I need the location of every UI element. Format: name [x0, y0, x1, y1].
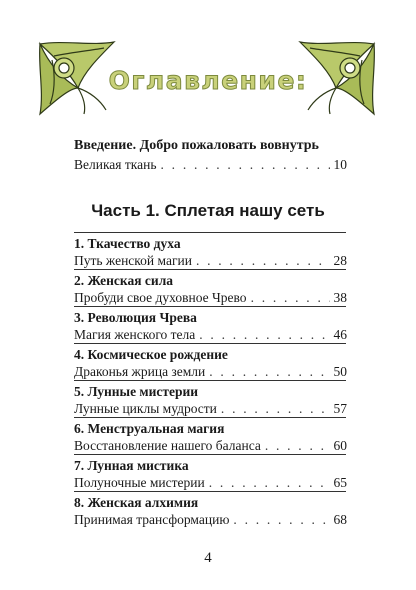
toc-entry-label: Магия женского тела — [74, 327, 196, 342]
chapter-heading: 5. Лунные мистерии — [74, 384, 199, 399]
chapter-divider — [74, 380, 346, 381]
chapter-heading: 6. Менструальная магия — [74, 421, 225, 436]
part-heading: Часть 1. Сплетая нашу сеть — [91, 201, 325, 220]
toc-entry-page: 28 — [333, 253, 347, 268]
toc-entry-label: Восстановление нашего баланса — [74, 438, 261, 453]
toc-entry-page: 50 — [333, 364, 347, 379]
toc-entry-label: Принимая трансформацию — [74, 512, 230, 527]
toc-entry-label: Драконья жрица земли — [74, 364, 206, 379]
chapter-heading: 7. Лунная мистика — [74, 458, 189, 473]
toc-entry[interactable] — [74, 290, 347, 306]
toc-entry-page: 10 — [333, 157, 347, 172]
toc-entry-page: 57 — [333, 401, 347, 416]
dot-leader — [221, 401, 330, 417]
toc-entry[interactable] — [74, 364, 347, 380]
chapter-divider — [74, 491, 346, 492]
dot-leader — [161, 157, 330, 173]
toc-entry[interactable] — [74, 475, 347, 491]
toc-entry[interactable] — [74, 512, 347, 528]
toc-entry[interactable] — [74, 401, 347, 417]
toc-entry[interactable] — [74, 438, 347, 454]
chapter-divider — [74, 269, 346, 270]
toc-entry-page: 38 — [333, 290, 347, 305]
chapter-heading: 2. Женская сила — [74, 273, 174, 288]
toc-entry-page: 68 — [333, 512, 347, 527]
toc-entry[interactable] — [74, 253, 347, 269]
toc-entry-label: Путь женской магии — [74, 253, 192, 268]
dot-leader — [265, 438, 330, 454]
toc-entry-label: Полуночные мистерии — [74, 475, 205, 490]
dot-leader — [251, 290, 330, 306]
chapter-divider — [74, 232, 346, 233]
dot-leader — [196, 253, 330, 269]
dot-leader — [233, 512, 329, 528]
toc-entry[interactable] — [74, 327, 347, 343]
chapter-heading: 1. Ткачество духа — [74, 236, 181, 251]
page-title: Оглавление: — [108, 66, 308, 95]
toc-entry-intro[interactable] — [74, 157, 347, 173]
chapter-divider — [74, 454, 346, 455]
chapter-divider — [74, 306, 346, 307]
intro-heading: Введение. Добро пожаловать вовнутрь — [74, 138, 319, 153]
dot-leader — [199, 327, 329, 343]
chapter-heading: 4. Космическое рождение — [74, 347, 228, 362]
chapter-heading: 8. Женская алхимия — [74, 495, 199, 510]
page-number: 4 — [204, 550, 212, 566]
toc-entry-page: 46 — [333, 327, 347, 342]
chapter-divider — [74, 417, 346, 418]
toc-entry-page: 60 — [333, 438, 347, 453]
dot-leader — [209, 364, 329, 380]
dot-leader — [209, 475, 330, 491]
toc-entry-label: Пробуди свое духовное Чрево — [74, 290, 247, 305]
toc-entry-label: Великая ткань — [74, 157, 157, 172]
chapter-heading: 3. Революция Чрева — [74, 310, 197, 325]
toc-entry-label: Лунные циклы мудрости — [74, 401, 217, 416]
toc-entry-page: 65 — [333, 475, 347, 490]
chapter-divider — [74, 343, 346, 344]
